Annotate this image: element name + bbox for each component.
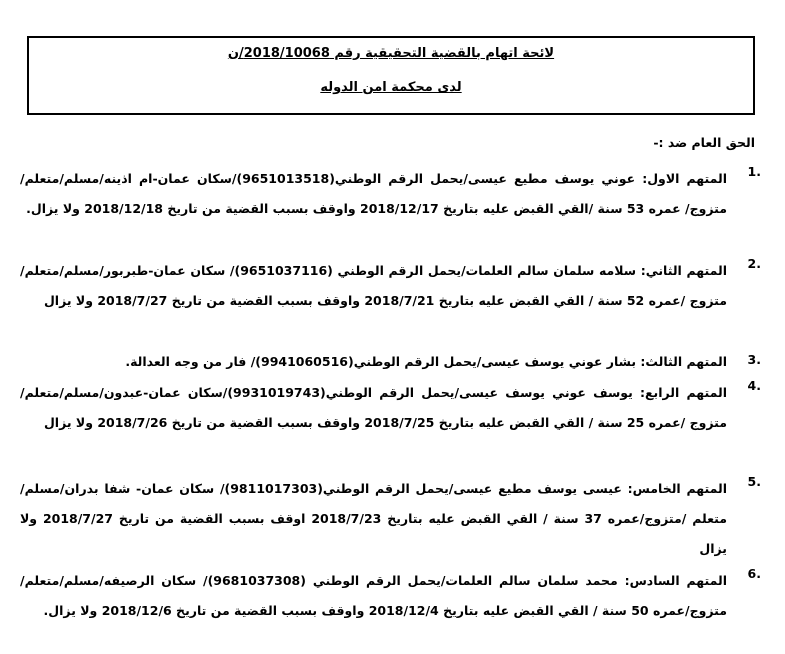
item-number: 5. xyxy=(747,474,761,489)
item-number: 2. xyxy=(747,256,761,271)
list-item xyxy=(20,352,761,372)
item-text: المتهم السادس: محمد سلمان سالم العلمات/يحمل الرقم الوطني (9681037308)/ سكان الرصيفه/مسلم/متعلم/متزوج/عمره 50 سنة / القي القبض عليه بتاريخ 2018/12/4 واوقف بسبب القضية من تاريخ 2018/12/6 ولا يزال. xyxy=(20,573,727,618)
item-text: المتهم الاول: عوني يوسف مطيع عيسى/يحمل الرقم الوطني(9651013518)/سكان عمان-ام اذينه/مسلم/متعلم/متزوج/ عمره 53 سنة /القي القبض عليه بتاريخ 2018/12/17 واوقف بسبب القضية من تاريخ 2018/12/18 ولا يزال. xyxy=(20,171,727,216)
item-text: المتهم الرابع: يوسف عوني يوسف عيسى/يحمل الرقم الوطني(9931019743)/سكان عمان-عبدون/مسلم/متعلم/متزوج /عمره 25 سنة / القي القبض عليه بتاريخ 2018/7/25 واوقف بسبب القضية من تاريخ 2018/7/26 ولا يزال xyxy=(20,385,727,430)
list-item xyxy=(20,164,761,224)
header-box xyxy=(27,36,755,115)
item-number: 1. xyxy=(747,164,761,179)
item-text: المتهم الخامس: عيسى يوسف مطيع عيسى/يحمل الرقم الوطني(9811017303)/ سكان عمان- شفا بدران/مسلم/متعلم /متزوج/عمره 37 سنة / القي القبض عليه بتاريخ 2018/7/23 اوقف بسبب القضية من تاريخ 2018/7/27 ولا يزال xyxy=(20,481,728,556)
item-number: 4. xyxy=(747,378,761,393)
intro-heading: الحق العام ضد :- xyxy=(653,135,755,150)
document-title: لائحة اتهام بالقضية التحقيقية رقم 2018/10068/ن xyxy=(227,46,555,61)
item-number: 3. xyxy=(747,352,761,367)
list-item xyxy=(20,378,761,438)
item-text: المتهم الثاني: سلامه سلمان سالم العلمات/يحمل الرقم الوطني (9651037116)/ سكان عمان-طبربور/مسلم/متعلم/متزوج /عمره 52 سنة / القي القبض عليه بتاريخ 2018/7/21 واوقف بسبب القضية من تاريخ 2018/7/27 ولا يزال xyxy=(20,263,727,308)
court-name: لدى محكمة امن الدوله xyxy=(320,80,462,95)
item-number: 6. xyxy=(747,566,761,581)
list-item xyxy=(20,256,761,316)
list-item xyxy=(20,474,761,564)
list-item xyxy=(20,566,761,626)
item-text: المتهم الثالث: بشار عوني يوسف عيسى/يحمل الرقم الوطني(9941060516)/ فار من وجه العدالة. xyxy=(125,354,727,369)
